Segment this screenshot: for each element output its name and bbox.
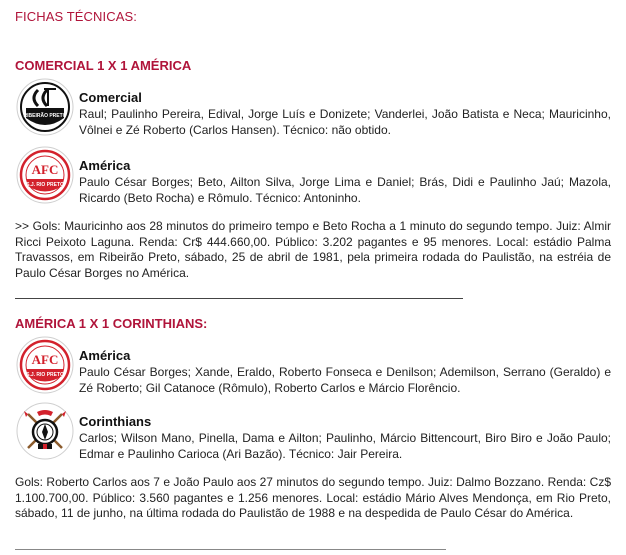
team-name: Comercial	[79, 90, 142, 105]
match-summary: Gols: Roberto Carlos aos 7 e João Paulo aos 27 minutos do segundo tempo. Juiz: Dalmo Bozzano. Renda: Cz$ 1.100.700,00. Público: 3.560 pagantes e 1.256 menores. Local: estádio Mário Alves Mendonça, em Rio Preto, sábado, 11 de junho, na última rodada do Paulistão de 1988 e na despedida de Paulo César do América.	[15, 475, 611, 520]
america-crest-icon	[16, 336, 74, 394]
team-name: Corinthians	[79, 414, 152, 429]
svg-text:S.J. RIO PRETO: S.J. RIO PRETO	[26, 182, 64, 188]
match-title: AMÉRICA 1 X 1 CORINTHIANS:	[15, 316, 208, 331]
svg-text:RIBEIRÃO PRETO: RIBEIRÃO PRETO	[23, 113, 67, 119]
team-lineup: Paulo César Borges; Beto, Ailton Silva, Jorge Lima e Daniel; Brás, Didi e Paulinho Jaú; Mazola, Ricardo (Beto Rocha) e Rômulo. Técnico: Antoninho.	[79, 175, 611, 205]
america-crest-icon	[16, 146, 74, 204]
team-name: América	[79, 348, 131, 363]
team-text	[79, 158, 611, 206]
corinthians-crest-icon	[16, 402, 74, 460]
match-comercial-america	[15, 58, 611, 294]
team-lineup: Raul; Paulinho Pereira, Edival, Jorge Luís e Donizete; Vanderlei, João Batista e Neca; Mauricinho, Vôlnei e Zé Roberto (Carlos Hansen). Técnico: não obtido.	[79, 107, 611, 137]
svg-text:AFC: AFC	[31, 162, 59, 177]
comercial-crest-icon	[16, 78, 74, 136]
team-text	[79, 414, 611, 462]
team-text	[79, 90, 611, 138]
match-america-corinthians	[15, 316, 611, 548]
bottom-divider	[15, 549, 446, 550]
section-divider	[15, 298, 463, 299]
team-lineup: Paulo César Borges; Xande, Eraldo, Roberto Fonseca e Denilson; Ademilson, Serrano (Geraldo) e Zé Roberto; Gil Catanoce (Rômulo), Roberto Carlos e Márcio Florêncio.	[79, 365, 611, 395]
match-title: COMERCIAL 1 X 1 AMÉRICA	[15, 58, 192, 73]
team-text	[79, 348, 611, 396]
team-lineup: Carlos; Wilson Mano, Pinella, Dama e Ailton; Paulinho, Márcio Bittencourt, Biro Biro e João Paulo; Edmar e Paulinho Carioca (Ari Bazão). Técnico: Jair Pereira.	[79, 431, 611, 461]
team-name: América	[79, 158, 131, 173]
svg-text:S.J. RIO PRETO: S.J. RIO PRETO	[26, 372, 64, 378]
match-summary: >> Gols: Mauricinho aos 28 minutos do primeiro tempo e Beto Rocha a 1 minuto do segundo tempo. Juiz: Almir Ricci Peixoto Laguna. Renda: Cr$ 444.660,00. Público: 3.202 pagantes e 95 menores. Local: estádio Palma Travassos, em Ribeirão Preto, sábado, 25 de abril de 1981, pela primeira rodada do Paulistão, na estréia de Paulo César Borges no América.	[15, 219, 611, 280]
svg-text:AFC: AFC	[31, 352, 59, 367]
page-title: FICHAS TÉCNICAS:	[15, 9, 137, 24]
